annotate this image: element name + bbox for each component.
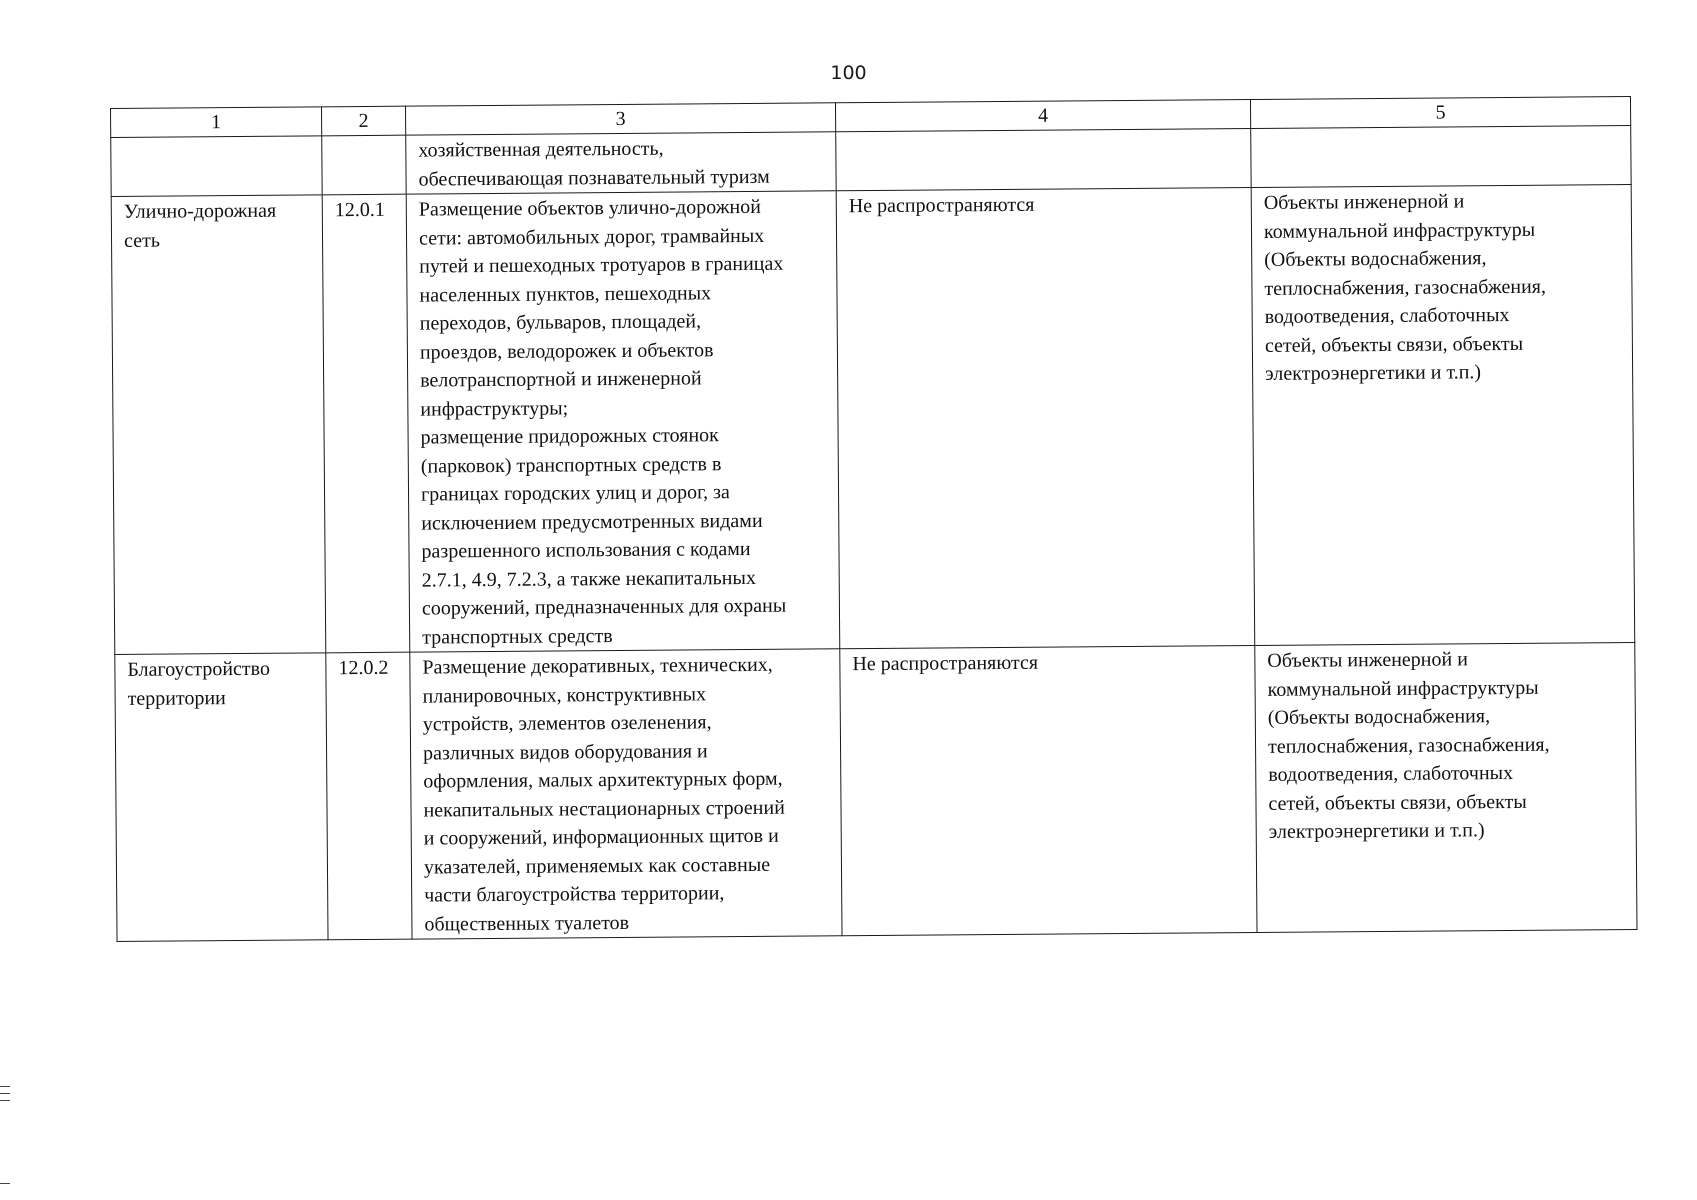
cell-name: Благоустройство территории bbox=[115, 653, 328, 942]
scan-edge-mark bbox=[0, 1100, 10, 1101]
land-use-table-wrapper bbox=[110, 96, 1637, 942]
cell-description: хозяйственная деятельность, обеспечивающая познавательный туризм bbox=[406, 132, 836, 194]
page-number: 100 bbox=[830, 62, 867, 84]
cell-name: Улично-дорожная сеть bbox=[111, 195, 326, 655]
cell-restrictions: Не распространяются bbox=[840, 646, 1257, 936]
cell-code: 12.0.1 bbox=[322, 194, 410, 653]
cell-code: 12.0.2 bbox=[326, 652, 412, 940]
cell-name bbox=[111, 136, 322, 197]
table-row bbox=[115, 643, 1637, 942]
land-use-table bbox=[110, 96, 1638, 942]
scan-edge-mark bbox=[0, 1086, 10, 1087]
header-cell-4: 4 bbox=[835, 100, 1250, 132]
cell-auxiliary: Объекты инженерной и коммунальной инфраструктуры (Объекты водоснабжения, теплоснабжения, газоснабжения, водоотведения, слаботочных сетей, объекты связи, объекты электроэнергетики и т.п.) bbox=[1251, 185, 1635, 646]
cell-description: Размещение декоративных, технических, планировочных, конструктивных устройств, элементов озеленения, различных видов оборудования и оформления, малых архитектурных форм, некапитальных нестационарных строений и сооружений, информационных щитов и указателей, применяемых как составные части благоустройства территории, общественных туалетов bbox=[410, 649, 842, 939]
cell-auxiliary: Объекты инженерной и коммунальной инфраструктуры (Объекты водоснабжения, теплоснабжения, газоснабжения, водоотведения, слаботочных сетей, объекты связи, объекты электроэнергетики и т.п.) bbox=[1255, 643, 1637, 933]
header-cell-1: 1 bbox=[111, 107, 322, 138]
header-cell-3: 3 bbox=[405, 103, 835, 135]
cell-code bbox=[322, 135, 406, 195]
table-row bbox=[111, 185, 1635, 655]
header-cell-5: 5 bbox=[1250, 97, 1630, 129]
cell-restrictions: Не распространяются bbox=[836, 188, 1255, 649]
scan-edge-mark bbox=[0, 1183, 10, 1184]
cell-auxiliary bbox=[1251, 126, 1631, 188]
cell-restrictions bbox=[836, 129, 1251, 191]
scan-edge-mark bbox=[0, 1093, 10, 1094]
cell-description: Размещение объектов улично-дорожной сети: автомобильных дорог, трамвайных путей и пешеходных тротуаров в границах населенных пунктов, пешеходных переходов, бульваров, площадей, проездов, велодорожек и объектов велотранспортной и инженерной инфраструктуры; размещение придорожных стоянок (парковок) транспортных средств в границах городских улиц и дорог, за исключением предусмотренных видами разрешенного использования с кодами 2.7.1, 4.9, 7.2.3, а также некапитальных сооружений, предназначенных для охраны транспортных средств bbox=[406, 191, 840, 652]
header-cell-2: 2 bbox=[321, 106, 405, 136]
